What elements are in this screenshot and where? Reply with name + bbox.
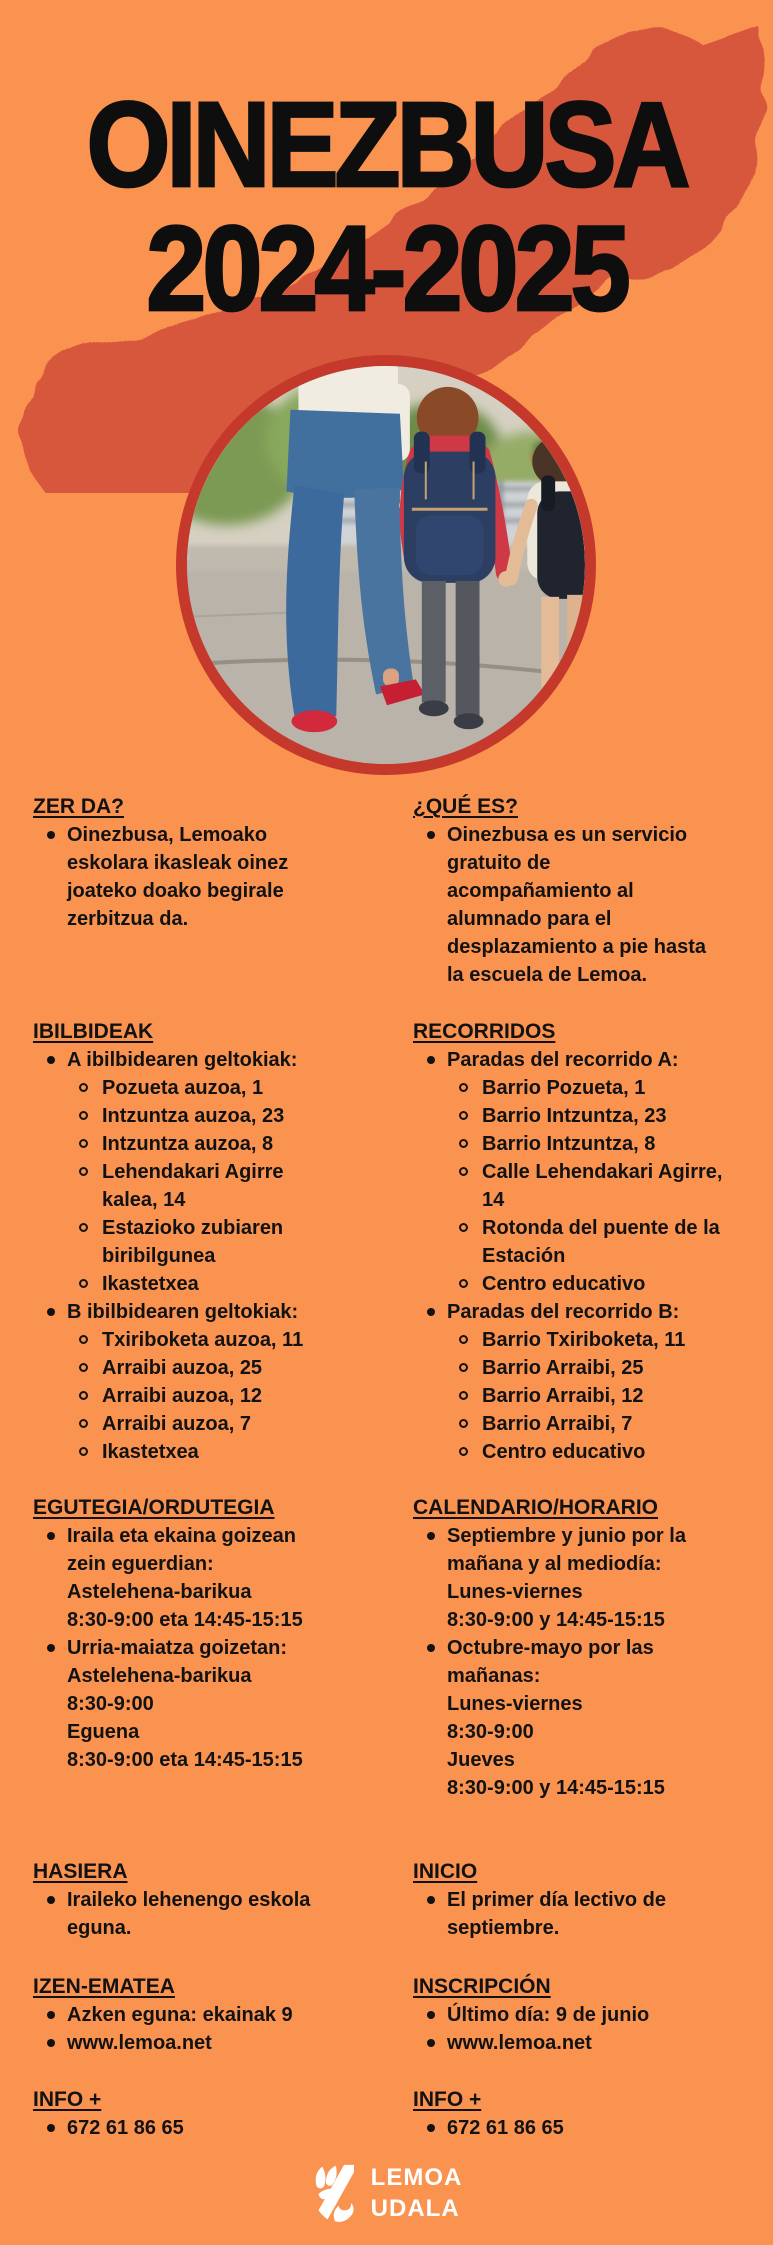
list-line: Intzuntza auzoa, 23 bbox=[33, 1102, 388, 1130]
list-line: Barrio Arraibi, 12 bbox=[413, 1382, 768, 1410]
list-line: 8:30-9:00 eta 14:45-15:15 bbox=[67, 1749, 303, 1771]
list-line: Jueves bbox=[447, 1749, 515, 1771]
bullet-list bbox=[413, 1886, 768, 1942]
list-line: Octubre-mayo por las bbox=[413, 1634, 768, 1662]
bullet-list bbox=[33, 1886, 388, 1942]
list-line: A ibilbidearen geltokiak: bbox=[33, 1046, 388, 1074]
poster-title: OINEZBUSA bbox=[86, 76, 687, 212]
list-line: Eguena bbox=[67, 1721, 140, 1743]
section-izen-ematea bbox=[33, 1973, 388, 2057]
list-line: 8:30-9:00 bbox=[67, 1693, 154, 1715]
list-line: Centro educativo bbox=[413, 1270, 768, 1298]
bullet-list bbox=[413, 821, 768, 989]
list-line: www.lemoa.net bbox=[33, 2029, 388, 2057]
list-line: zerbitzua da. bbox=[67, 908, 189, 930]
bullet-list bbox=[33, 2114, 388, 2142]
list-line: Paradas del recorrido A: bbox=[413, 1046, 768, 1074]
list-line: Txiriboketa auzoa, 11 bbox=[33, 1326, 388, 1354]
list-line: 14 bbox=[482, 1189, 505, 1211]
list-line: Barrio Pozueta, 1 bbox=[413, 1074, 768, 1102]
list-line: Arraibi auzoa, 12 bbox=[33, 1382, 388, 1410]
list-line: Lehendakari Agirre bbox=[33, 1158, 388, 1186]
section-zer-da bbox=[33, 793, 388, 933]
list-line: Oinezbusa, Lemoako bbox=[33, 821, 388, 849]
list-line: eskolara ikasleak oinez bbox=[67, 852, 289, 874]
bullet-list bbox=[413, 1522, 768, 1802]
logo-line-2: UDALA bbox=[370, 2195, 460, 2222]
list-line: zein eguerdian: bbox=[67, 1553, 214, 1575]
list-line: mañanas: bbox=[447, 1665, 541, 1687]
list-line: 8:30-9:00 y 14:45-15:15 bbox=[447, 1609, 665, 1631]
bullet-list bbox=[413, 2114, 768, 2142]
section-info-right bbox=[413, 2086, 768, 2142]
list-line: Iraila eta ekaina goizean bbox=[33, 1522, 388, 1550]
bullet-list bbox=[33, 1522, 388, 1774]
section-heading: INFO + bbox=[413, 2088, 482, 2111]
section-heading: EGUTEGIA/ORDUTEGIA bbox=[33, 1496, 275, 1519]
section-inicio bbox=[413, 1858, 768, 1942]
section-heading: CALENDARIO/HORARIO bbox=[413, 1496, 658, 1519]
section-heading: IBILBIDEAK bbox=[33, 1020, 154, 1043]
section-heading: ZER DA? bbox=[33, 795, 124, 818]
list-line: 672 61 86 65 bbox=[33, 2114, 388, 2142]
list-line: Último día: 9 de junio bbox=[413, 2001, 768, 2029]
section-que-es bbox=[413, 793, 768, 989]
section-hasiera bbox=[33, 1858, 388, 1942]
section-egutegia-ordutegia bbox=[33, 1494, 388, 1774]
list-line: Azken eguna: ekainak 9 bbox=[33, 2001, 388, 2029]
list-line: biribilgunea bbox=[102, 1245, 216, 1267]
list-line: Oinezbusa es un servicio bbox=[413, 821, 768, 849]
list-line: Barrio Txiriboketa, 11 bbox=[413, 1326, 768, 1354]
section-heading: INICIO bbox=[413, 1860, 478, 1883]
list-line: Estazioko zubiaren bbox=[33, 1214, 388, 1242]
list-line: Astelehena-barikua bbox=[67, 1581, 252, 1603]
list-line: acompañamiento al bbox=[447, 880, 634, 902]
poster-subtitle-year: 2024-2025 bbox=[146, 200, 627, 336]
list-line: Rotonda del puente de la bbox=[413, 1214, 768, 1242]
photo-children-walking bbox=[176, 355, 596, 775]
list-line: Barrio Arraibi, 25 bbox=[413, 1354, 768, 1382]
section-heading: INFO + bbox=[33, 2088, 102, 2111]
section-inscripcion bbox=[413, 1973, 768, 2057]
list-line: 8:30-9:00 eta 14:45-15:15 bbox=[67, 1609, 303, 1631]
list-line: septiembre. bbox=[447, 1917, 560, 1939]
list-line: Paradas del recorrido B: bbox=[413, 1298, 768, 1326]
list-line: Calle Lehendakari Agirre, bbox=[413, 1158, 768, 1186]
logo-text bbox=[371, 2162, 463, 2224]
lemoa-shield-icon bbox=[311, 2163, 357, 2223]
list-line: Barrio Intzuntza, 23 bbox=[413, 1102, 768, 1130]
list-line: Barrio Arraibi, 7 bbox=[413, 1410, 768, 1438]
bullet-list bbox=[413, 2001, 768, 2057]
section-heading: HASIERA bbox=[33, 1860, 128, 1883]
section-calendario-horario bbox=[413, 1494, 768, 1802]
section-heading: INSCRIPCIÓN bbox=[413, 1975, 551, 1998]
list-line: mañana y al mediodía: bbox=[447, 1553, 662, 1575]
bullet-list bbox=[33, 2001, 388, 2057]
list-line: Estación bbox=[482, 1245, 566, 1267]
list-line: eguna. bbox=[67, 1917, 132, 1939]
list-line: 672 61 86 65 bbox=[413, 2114, 768, 2142]
list-line: B ibilbidearen geltokiak: bbox=[33, 1298, 388, 1326]
bullet-list bbox=[413, 1046, 768, 1466]
bullet-list bbox=[33, 821, 388, 933]
list-line: 8:30-9:00 y 14:45-15:15 bbox=[447, 1777, 665, 1799]
list-line: Iraileko lehenengo eskola bbox=[33, 1886, 388, 1914]
list-line: Barrio Intzuntza, 8 bbox=[413, 1130, 768, 1158]
list-line: desplazamiento a pie hasta bbox=[447, 936, 706, 958]
section-heading: IZEN-EMATEA bbox=[33, 1975, 175, 1998]
list-line: www.lemoa.net bbox=[413, 2029, 768, 2057]
section-heading: ¿QUÉ ES? bbox=[413, 795, 519, 818]
list-line: gratuito de bbox=[447, 852, 551, 874]
list-line: joateko doako begirale bbox=[67, 880, 284, 902]
lemoa-udala-logo bbox=[0, 2162, 773, 2224]
list-line: Ikastetxea bbox=[33, 1270, 388, 1298]
section-ibilbideak bbox=[33, 1018, 388, 1466]
list-line: Centro educativo bbox=[413, 1438, 768, 1466]
bullet-list bbox=[33, 1046, 388, 1466]
list-line: Intzuntza auzoa, 8 bbox=[33, 1130, 388, 1158]
section-info-left bbox=[33, 2086, 388, 2142]
section-recorridos bbox=[413, 1018, 768, 1466]
list-line: Septiembre y junio por la bbox=[413, 1522, 768, 1550]
list-line: Lunes-viernes bbox=[447, 1581, 583, 1603]
list-line: Urria-maiatza goizetan: bbox=[33, 1634, 388, 1662]
list-line: Astelehena-barikua bbox=[67, 1665, 252, 1687]
list-line: alumnado para el bbox=[447, 908, 612, 930]
list-line: Pozueta auzoa, 1 bbox=[33, 1074, 388, 1102]
list-line: Arraibi auzoa, 25 bbox=[33, 1354, 388, 1382]
list-line: Lunes-viernes bbox=[447, 1693, 583, 1715]
list-line: Arraibi auzoa, 7 bbox=[33, 1410, 388, 1438]
list-line: la escuela de Lemoa. bbox=[447, 964, 648, 986]
list-line: El primer día lectivo de bbox=[413, 1886, 768, 1914]
list-line: kalea, 14 bbox=[102, 1189, 186, 1211]
list-line: Ikastetxea bbox=[33, 1438, 388, 1466]
section-heading: RECORRIDOS bbox=[413, 1020, 556, 1043]
logo-line-1: LEMOA bbox=[370, 2164, 463, 2191]
list-line: 8:30-9:00 bbox=[447, 1721, 534, 1743]
photo-illustration bbox=[187, 366, 585, 764]
